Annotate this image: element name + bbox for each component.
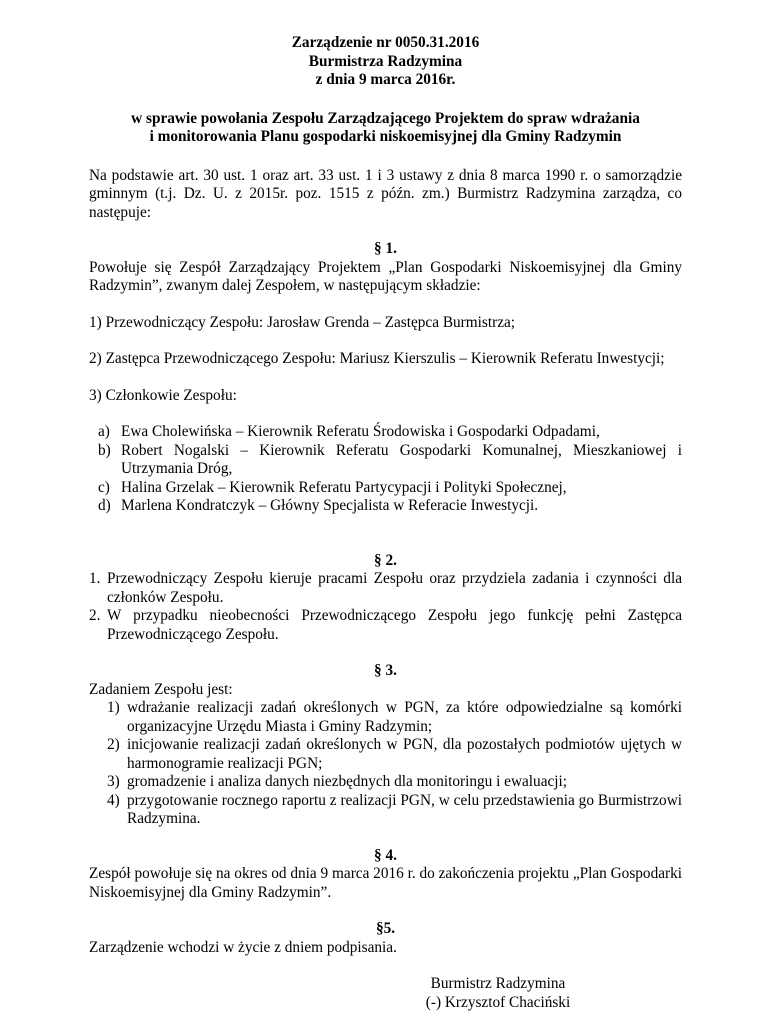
section-4-heading: § 4. xyxy=(89,847,682,866)
section-3-lead: Zadaniem Zespołu jest: xyxy=(89,681,682,700)
list-item: 4) przygotowanie rocznego raportu z realizacji PGN, w celu przedstawienia go Burmistrzowi Radzymina. xyxy=(107,792,682,829)
document-subject xyxy=(89,110,682,147)
list-item: c) Halina Grzelak – Kierownik Referatu Partycypacji i Polityki Społecznej, xyxy=(98,479,682,498)
section-2-list xyxy=(89,570,682,644)
section-1-text: Powołuje się Zespół Zarządzający Projektem „Plan Gospodarki Niskoemisyjnej dla Gminy Radzymin”, zwanym dalej Zespołem, w następującym składzie: xyxy=(89,259,682,296)
legal-basis: Na podstawie art. 30 ust. 1 oraz art. 33 ust. 1 i 3 ustawy z dnia 8 marca 1990 r. o samorządzie gminnym (t.j. Dz. U. z 2015r. poz. 1515 z późn. zm.) Burmistrz Radzymina zarządza, co następuje: xyxy=(89,167,682,223)
list-item: d) Marlena Kondratczyk – Główny Specjalista w Referacie Inwestycji. xyxy=(98,497,682,516)
subject-line-2: i monitorowania Planu gospodarki niskoemisyjnej dla Gminy Radzymin xyxy=(89,128,682,147)
deputy-chairman-item: 2) Zastępca Przewodniczącego Zespołu: Mariusz Kierszulis – Kierownik Referatu Inwestycji; xyxy=(89,350,682,369)
document-page xyxy=(89,34,682,1012)
issue-date: z dnia 9 marca 2016r. xyxy=(89,71,682,90)
issuer: Burmistrza Radzymina xyxy=(89,53,682,72)
section-1-heading: § 1. xyxy=(89,240,682,259)
section-4-text: Zespół powołuje się na okres od dnia 9 marca 2016 r. do zakończenia projektu „Plan Gospodarki Niskoemisyjnej dla Gminy Radzymin”. xyxy=(89,865,682,902)
signature-title: Burmistrz Radzymina xyxy=(403,975,593,994)
document-header xyxy=(89,34,682,90)
list-item: 3) gromadzenie i analiza danych niezbędnych dla monitoringu i ewaluacji; xyxy=(107,773,682,792)
signature-name: (-) Krzysztof Chaciński xyxy=(403,994,593,1012)
subject-line-1: w sprawie powołania Zespołu Zarządzającego Projektem do spraw wdrażania xyxy=(89,110,682,129)
section-2-heading: § 2. xyxy=(89,552,682,571)
list-item: 2. W przypadku nieobecności Przewodniczącego Zespołu jego funkcję pełni Zastępca Przewodniczącego Zespołu. xyxy=(89,607,682,644)
list-item: b) Robert Nogalski – Kierownik Referatu Gospodarki Komunalnej, Mieszkaniowej i Utrzymania Dróg, xyxy=(98,442,682,479)
list-item: 1. Przewodniczący Zespołu kieruje pracami Zespołu oraz przydziela zadania i czynności dla członków Zespołu. xyxy=(89,570,682,607)
members-list xyxy=(98,423,682,516)
section-3-heading: § 3. xyxy=(89,662,682,681)
list-item: 2) inicjowanie realizacji zadań określonych w PGN, dla pozostałych podmiotów ujętych w harmonogramie realizacji PGN; xyxy=(107,736,682,773)
chairman-item: 1) Przewodniczący Zespołu: Jarosław Grenda – Zastępca Burmistrza; xyxy=(89,314,682,333)
list-item: 1) wdrażanie realizacji zadań określonych w PGN, za które odpowiedzialne są komórki organizacyjne Urzędu Miasta i Gminy Radzymin; xyxy=(107,699,682,736)
section-5-text: Zarządzenie wchodzi w życie z dniem podpisania. xyxy=(89,939,682,958)
tasks-list xyxy=(107,699,682,829)
list-item: a) Ewa Cholewińska – Kierownik Referatu Środowiska i Gospodarki Odpadami, xyxy=(98,423,682,442)
section-5-heading: §5. xyxy=(89,920,682,939)
document-title: Zarządzenie nr 0050.31.2016 xyxy=(89,34,682,53)
members-item: 3) Członkowie Zespołu: xyxy=(89,387,682,406)
